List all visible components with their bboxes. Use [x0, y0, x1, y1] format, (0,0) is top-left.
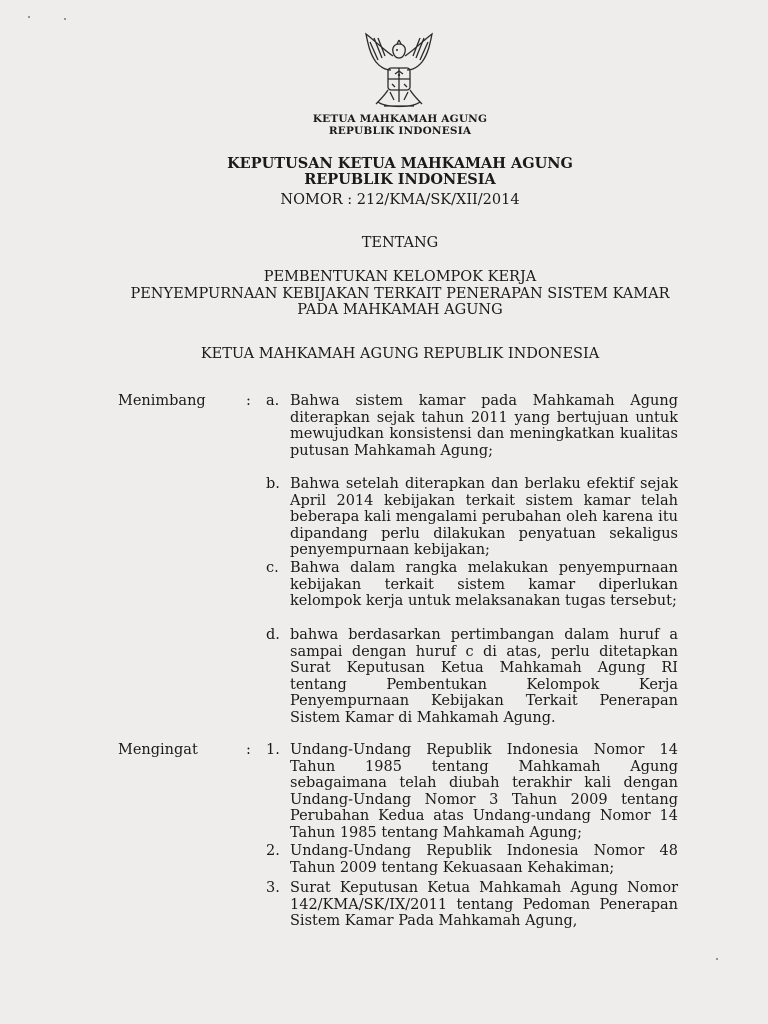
mengingat-item-2-marker: 2.: [266, 843, 280, 859]
subject-line-2: PENYEMPURNAAN KEBIJAKAN TERKAIT PENERAPAN SISTEM KAMAR: [130, 286, 670, 302]
authority-line: KETUA MAHKAMAH AGUNG REPUBLIK INDONESIA: [200, 346, 600, 362]
mengingat-colon: :: [246, 742, 251, 758]
mengingat-item-3-marker: 3.: [266, 880, 280, 896]
subject-line-1: PEMBENTUKAN KELOMPOK KERJA: [263, 269, 537, 285]
mengingat-item-1-text: Undang-Undang Republik Indonesia Nomor 14 Tahun 1985 tentang Mahkamah Agung sebagaimana telah diubah terakhir kali dengan Undang-Undang Nomor 3 Tahun 2009 tentang Perubahan Kedua atas Undang-undang Nomor 14 Tahun 1985 tentang Mahkamah Agung;: [290, 742, 678, 841]
mengingat-label: Mengingat: [118, 742, 198, 758]
issuer-line-1: KETUA MAHKAMAH AGUNG: [312, 113, 488, 125]
scan-speck: [28, 16, 30, 18]
mengingat-item-2-text: Undang-Undang Republik Indonesia Nomor 48 Tahun 2009 tentang Kekuasaan Kehakiman;: [290, 843, 678, 876]
subject-line-3: PADA MAHKAMAH AGUNG: [297, 302, 503, 318]
scan-speck: [716, 958, 718, 960]
menimbang-item-d-text: bahwa berdasarkan pertimbangan dalam huruf a sampai dengan huruf c di atas, perlu ditetapkan Surat Keputusan Ketua Mahkamah Agung RI tentang Pembentukan Kelompok Kerja Penyempurnaan Kebijakan Terkait Penerapan Sistem Kamar di Mahkamah Agung.: [290, 627, 678, 726]
title-line-1: KEPUTUSAN KETUA MAHKAMAH AGUNG: [227, 155, 573, 172]
scan-speck: [64, 18, 66, 20]
menimbang-item-a-marker: a.: [266, 393, 280, 409]
menimbang-item-b-text: Bahwa setelah diterapkan dan berlaku efektif sejak April 2014 kebijakan terkait sistem kamar telah beberapa kali mengalami perubahan oleh karena itu dipandang perlu dilakukan penyatuan sekaligus penyempurnaan kebijakan;: [290, 476, 678, 558]
menimbang-colon: :: [246, 393, 251, 409]
menimbang-item-c-text: Bahwa dalam rangka melakukan penyempurnaan kebijakan terkait sistem kamar diperlukan kelompok kerja untuk melaksanakan tugas tersebut;: [290, 560, 678, 609]
tentang-heading: TENTANG: [361, 235, 439, 251]
menimbang-item-a-text: Bahwa sistem kamar pada Mahkamah Agung diterapkan sejak tahun 2011 yang bertujuan untuk mewujudkan konsistensi dan meningkatkan kualitas putusan Mahkamah Agung;: [290, 393, 678, 459]
mengingat-item-3-text: Surat Keputusan Ketua Mahkamah Agung Nomor 142/KMA/SK/IX/2011 tentang Pedoman Penerapan Sistem Kamar Pada Mahkamah Agung,: [290, 880, 678, 929]
title-line-2: REPUBLIK INDONESIA: [304, 171, 496, 188]
mengingat-item-1-marker: 1.: [266, 742, 280, 758]
menimbang-label: Menimbang: [118, 393, 206, 409]
decree-number: NOMOR : 212/KMA/SK/XII/2014: [280, 192, 520, 208]
menimbang-item-d-marker: d.: [266, 627, 280, 643]
issuer-line-2: REPUBLIK INDONESIA: [328, 125, 472, 137]
menimbang-item-b-marker: b.: [266, 476, 280, 492]
menimbang-item-c-marker: c.: [266, 560, 279, 576]
garuda-emblem-icon: [356, 30, 442, 112]
